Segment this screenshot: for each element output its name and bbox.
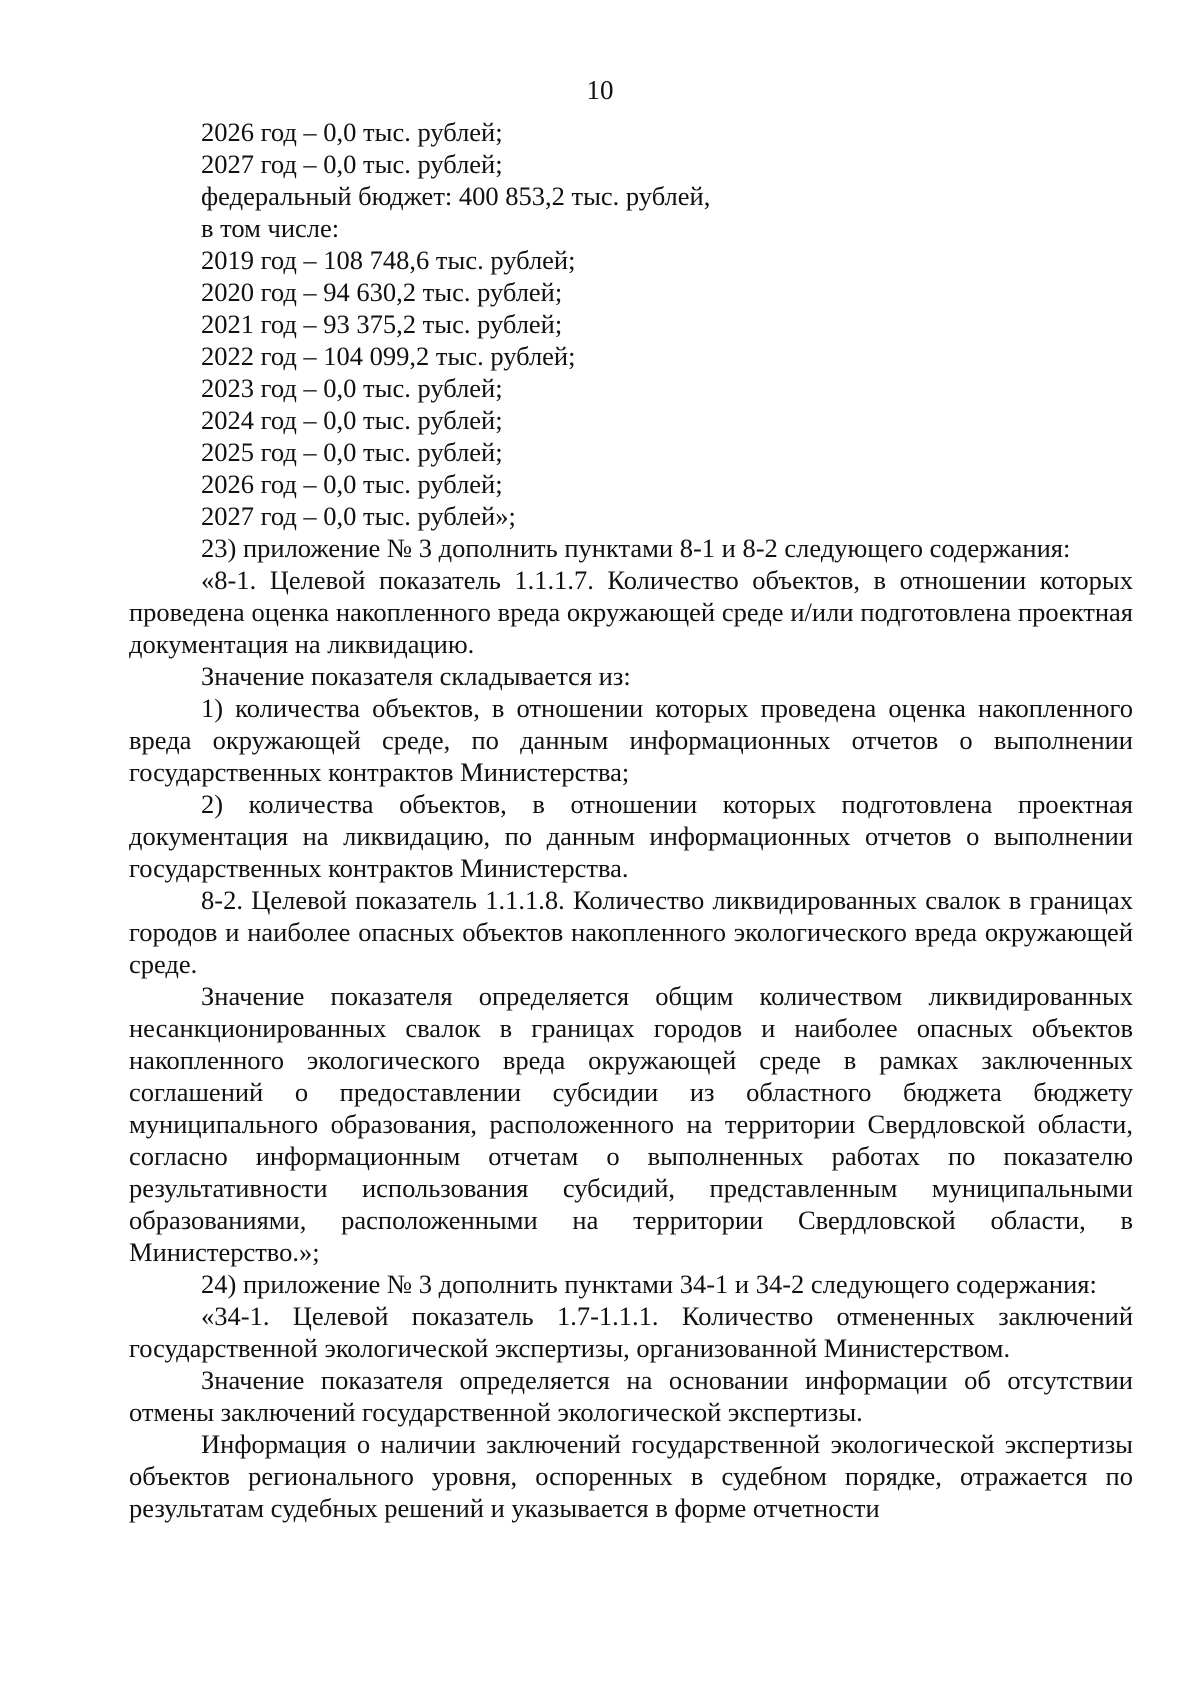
budget-line: 2026 год – 0,0 тыс. рублей; — [201, 469, 503, 499]
budget-line: 2027 год – 0,0 тыс. рублей»; — [201, 501, 516, 531]
paragraph: Информация о наличии заключений государственной экологической экспертизы объектов регионального уровня, оспоренных в судебном порядке, отражается по результатам судебных решений и указывается в форме отчетности — [129, 1429, 1133, 1523]
paragraph: 24) приложение № 3 дополнить пунктами 34-1 и 34-2 следующего содержания: — [201, 1269, 1097, 1299]
budget-line: 2025 год – 0,0 тыс. рублей; — [201, 437, 503, 467]
budget-line: 2027 год – 0,0 тыс. рублей; — [201, 149, 503, 179]
page-number: 10 — [586, 75, 614, 105]
budget-line: 2019 год – 108 748,6 тыс. рублей; — [201, 245, 576, 275]
budget-line: 2020 год – 94 630,2 тыс. рублей; — [201, 277, 563, 307]
document-body — [129, 116, 1133, 1524]
paragraph: 2) количества объектов, в отношении которых подготовлена проектная документация на ликвидацию, по данным информационных отчетов о выполнении государственных контрактов Министерства. — [129, 789, 1133, 883]
paragraph: 8-2. Целевой показатель 1.1.1.8. Количество ликвидированных свалок в границах городов и наиболее опасных объектов накопленного экологического вреда окружающей среде. — [129, 885, 1133, 979]
paragraph: 23) приложение № 3 дополнить пунктами 8-1 и 8-2 следующего содержания: — [201, 533, 1071, 563]
budget-line: федеральный бюджет: 400 853,2 тыс. рублей, — [201, 181, 711, 211]
budget-line: 2021 год – 93 375,2 тыс. рублей; — [201, 309, 563, 339]
paragraph: Значение показателя складывается из: — [201, 661, 631, 691]
paragraph: «8-1. Целевой показатель 1.1.1.7. Количество объектов, в отношении которых проведена оценка накопленного вреда окружающей среде и/или подготовлена проектная документация на ликвидацию. — [129, 565, 1133, 659]
budget-line: в том числе: — [201, 213, 340, 243]
paragraph: «34-1. Целевой показатель 1.7-1.1.1. Количество отмененных заключений государственной экологической экспертизы, организованной Министерством. — [129, 1301, 1133, 1363]
paragraph: Значение показателя определяется на основании информации об отсутствии отмены заключений государственной экологической экспертизы. — [129, 1365, 1133, 1427]
paragraph: Значение показателя определяется общим количеством ликвидированных несанкционированных свалок в границах городов и наиболее опасных объектов накопленного экологического вреда окружающей среде в рамках заключенных соглашений о предоставлении субсидии из областного бюджета бюджету муниципального образования, расположенного на территории Свердловской области, согласно информационным отчетам о выполненных работах по показателю результативности использования субсидий, представленным муниципальными образованиями, расположенными на территории Свердловской области, в Министерство.»; — [129, 981, 1133, 1267]
budget-line: 2023 год – 0,0 тыс. рублей; — [201, 373, 503, 403]
paragraph: 1) количества объектов, в отношении которых проведена оценка накопленного вреда окружающей среде, по данным информационных отчетов о выполнении государственных контрактов Министерства; — [129, 693, 1133, 787]
budget-line: 2024 год – 0,0 тыс. рублей; — [201, 405, 503, 435]
budget-line: 2022 год – 104 099,2 тыс. рублей; — [201, 341, 576, 371]
budget-line: 2026 год – 0,0 тыс. рублей; — [201, 117, 503, 147]
